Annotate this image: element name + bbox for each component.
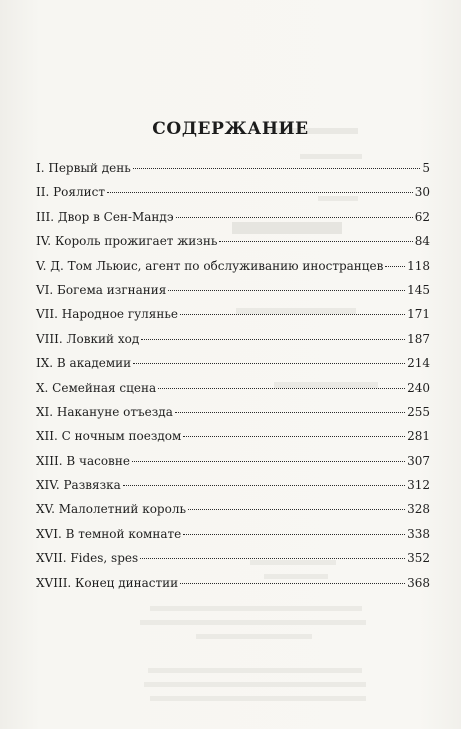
toc-leader-dots <box>123 485 405 486</box>
toc-entry-title: V. Д. Том Льюис, агент по обслуживанию иностранцев <box>36 258 384 273</box>
page-title: СОДЕРЖАНИЕ <box>152 119 309 139</box>
toc-entry-title: XVIII. Конец династии <box>36 575 179 590</box>
toc-entry-title: XIV. Развязка <box>36 478 121 493</box>
toc-leader-dots <box>133 168 421 169</box>
toc-page-number: 368 <box>407 575 430 590</box>
toc-entry-title: VII. Народное гулянье <box>36 307 179 322</box>
toc-entry[interactable] <box>36 527 430 551</box>
toc-leader-dots <box>158 388 405 389</box>
toc-page-number: 171 <box>407 307 430 322</box>
toc-page-number: 328 <box>407 502 430 517</box>
toc-entry-title: VIII. Ловкий ход <box>36 331 140 346</box>
toc-entry[interactable] <box>36 332 430 356</box>
toc-entry[interactable] <box>36 283 430 307</box>
toc-entry[interactable] <box>36 259 430 283</box>
toc-leader-dots <box>132 461 405 462</box>
toc-entry[interactable] <box>36 478 430 502</box>
toc-leader-dots <box>175 412 405 413</box>
toc-leader-dots <box>168 290 405 291</box>
toc-page-number: 338 <box>407 526 430 541</box>
toc-leader-dots <box>188 509 405 510</box>
toc-leader-dots <box>176 217 413 218</box>
toc-leader-dots <box>219 241 412 242</box>
toc-leader-dots <box>183 534 405 535</box>
toc-page-number: 62 <box>414 209 430 224</box>
toc-leader-dots <box>140 558 405 559</box>
toc-entry-title: II. Роялист <box>36 185 105 200</box>
toc-entry-title: IV. Король прожигает жизнь <box>36 234 218 249</box>
toc-page-number: 118 <box>407 258 430 273</box>
toc-leader-dots <box>107 192 413 193</box>
toc-entry-title: XV. Малолетний король <box>36 502 186 517</box>
toc-page-number: 281 <box>407 429 430 444</box>
toc-entry-title: I. Первый день <box>36 161 131 175</box>
toc-entry[interactable] <box>36 210 430 234</box>
toc-entry[interactable] <box>36 161 430 185</box>
toc-entry[interactable] <box>36 405 430 429</box>
table-of-contents <box>36 161 430 600</box>
toc-entry[interactable] <box>36 576 430 600</box>
toc-entry-title: XVII. Fides, spes <box>36 551 139 566</box>
toc-entry[interactable] <box>36 234 430 258</box>
toc-entry-title: IX. В академии <box>36 356 132 371</box>
toc-entry[interactable] <box>36 429 430 453</box>
toc-page-number: 145 <box>407 282 430 297</box>
toc-leader-dots <box>183 436 405 437</box>
toc-entry[interactable] <box>36 185 430 209</box>
toc-entry-title: VI. Богема изгнания <box>36 282 167 297</box>
toc-page-number: 240 <box>407 380 430 395</box>
toc-entry[interactable] <box>36 551 430 575</box>
toc-entry-title: III. Двор в Сен-Мандэ <box>36 209 174 224</box>
toc-entry-title: XIII. В часовне <box>36 453 130 468</box>
toc-page-number: 255 <box>407 404 430 419</box>
toc-page-number: 5 <box>422 161 430 175</box>
toc-page-number: 187 <box>407 331 430 346</box>
toc-page-number: 84 <box>414 234 430 249</box>
toc-entry-title: XVI. В темной комнате <box>36 526 182 541</box>
toc-page-number: 312 <box>407 478 430 493</box>
toc-page-number: 214 <box>407 356 430 371</box>
toc-page-number: 30 <box>414 185 430 200</box>
toc-leader-dots <box>180 583 405 584</box>
toc-leader-dots <box>141 339 405 340</box>
toc-leader-dots <box>133 363 405 364</box>
toc-entry[interactable] <box>36 356 430 380</box>
toc-entry-title: XII. С ночным поездом <box>36 429 182 444</box>
toc-entry-title: XI. Накануне отъезда <box>36 404 173 419</box>
toc-entry[interactable] <box>36 502 430 526</box>
toc-page-number: 352 <box>407 551 430 566</box>
toc-leader-dots <box>180 314 405 315</box>
toc-leader-dots <box>385 266 405 267</box>
toc-entry[interactable] <box>36 381 430 405</box>
toc-entry[interactable] <box>36 307 430 331</box>
toc-entry[interactable] <box>36 454 430 478</box>
toc-page-number: 307 <box>407 453 430 468</box>
toc-entry-title: X. Семейная сцена <box>36 380 157 395</box>
